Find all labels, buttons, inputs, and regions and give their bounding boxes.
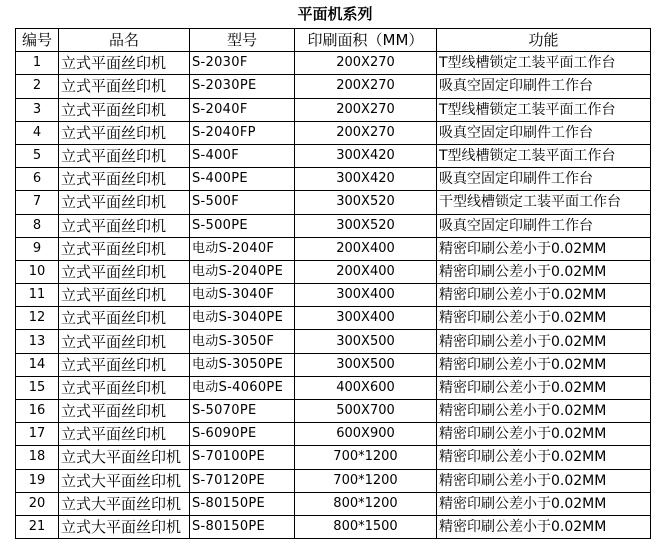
print-area-cell: 800*1200 bbox=[295, 492, 437, 515]
table-row bbox=[16, 98, 651, 121]
print-area-cell: 300X420 bbox=[295, 168, 437, 191]
function-cell: T型线槽锁定工装平面工作台 bbox=[437, 144, 651, 167]
function-cell: 精密印刷公差小于0.02MM bbox=[437, 446, 651, 469]
table-row bbox=[16, 446, 651, 469]
print-area-cell: 200X400 bbox=[295, 260, 437, 283]
table-row bbox=[16, 121, 651, 144]
function-cell: 精密印刷公差小于0.02MM bbox=[437, 469, 651, 492]
row-number-cell: 9 bbox=[16, 237, 59, 260]
function-cell: 精密印刷公差小于0.02MM bbox=[437, 307, 651, 330]
table-row bbox=[16, 237, 651, 260]
product-name-cell: 立式平面丝印机 bbox=[59, 52, 190, 75]
row-number-cell: 7 bbox=[16, 191, 59, 214]
print-area-cell: 400X600 bbox=[295, 376, 437, 399]
table-row bbox=[16, 353, 651, 376]
print-area-cell: 700*1200 bbox=[295, 469, 437, 492]
header-print-area: 印刷面积（MM） bbox=[295, 29, 437, 52]
model-cell: S-80150PE bbox=[190, 515, 295, 538]
function-cell: 精密印刷公差小于0.02MM bbox=[437, 284, 651, 307]
header-number: 编号 bbox=[16, 29, 59, 52]
print-area-cell: 700*1200 bbox=[295, 446, 437, 469]
product-name-cell: 立式平面丝印机 bbox=[59, 260, 190, 283]
product-name-cell: 立式平面丝印机 bbox=[59, 214, 190, 237]
table-row bbox=[16, 469, 651, 492]
model-cell: S-2030F bbox=[190, 52, 295, 75]
product-name-cell: 立式平面丝印机 bbox=[59, 144, 190, 167]
row-number-cell: 2 bbox=[16, 75, 59, 98]
model-cell: S-2030PE bbox=[190, 75, 295, 98]
function-cell: T型线槽锁定工装平面工作台 bbox=[437, 98, 651, 121]
function-cell: 精密印刷公差小于0.02MM bbox=[437, 423, 651, 446]
header-model: 型号 bbox=[190, 29, 295, 52]
product-name-cell: 立式平面丝印机 bbox=[59, 75, 190, 98]
table-row bbox=[16, 423, 651, 446]
print-area-cell: 300X400 bbox=[295, 307, 437, 330]
function-cell: 吸真空固定印刷件工作台 bbox=[437, 75, 651, 98]
row-number-cell: 4 bbox=[16, 121, 59, 144]
product-name-cell: 立式平面丝印机 bbox=[59, 330, 190, 353]
function-cell: 干型线槽锁定工装平面工作台 bbox=[437, 191, 651, 214]
product-name-cell: 立式平面丝印机 bbox=[59, 191, 190, 214]
table-row bbox=[16, 191, 651, 214]
function-cell: 精密印刷公差小于0.02MM bbox=[437, 330, 651, 353]
product-name-cell: 立式大平面丝印机 bbox=[59, 515, 190, 538]
table-row bbox=[16, 52, 651, 75]
model-cell: 电动S-3040PE bbox=[190, 307, 295, 330]
model-cell: S-2040FP bbox=[190, 121, 295, 144]
model-cell: S-6090PE bbox=[190, 423, 295, 446]
product-name-cell: 立式平面丝印机 bbox=[59, 400, 190, 423]
product-name-cell: 立式平面丝印机 bbox=[59, 423, 190, 446]
product-name-cell: 立式大平面丝印机 bbox=[59, 446, 190, 469]
function-cell: 吸真空固定印刷件工作台 bbox=[437, 121, 651, 144]
table-row bbox=[16, 307, 651, 330]
table-title: 平面机系列 bbox=[297, 5, 373, 23]
print-area-cell: 300X500 bbox=[295, 330, 437, 353]
print-area-cell: 300X520 bbox=[295, 191, 437, 214]
model-cell: S-400F bbox=[190, 144, 295, 167]
table-row bbox=[16, 214, 651, 237]
table-body bbox=[16, 52, 651, 539]
product-name-cell: 立式大平面丝印机 bbox=[59, 469, 190, 492]
row-number-cell: 11 bbox=[16, 284, 59, 307]
row-number-cell: 6 bbox=[16, 168, 59, 191]
model-cell: S-5070PE bbox=[190, 400, 295, 423]
row-number-cell: 15 bbox=[16, 376, 59, 399]
print-area-cell: 200X270 bbox=[295, 75, 437, 98]
table-row bbox=[16, 400, 651, 423]
table-row bbox=[16, 492, 651, 515]
print-area-cell: 300X500 bbox=[295, 353, 437, 376]
print-area-cell: 200X400 bbox=[295, 237, 437, 260]
table-row bbox=[16, 75, 651, 98]
row-number-cell: 21 bbox=[16, 515, 59, 538]
product-name-cell: 立式平面丝印机 bbox=[59, 237, 190, 260]
product-name-cell: 立式平面丝印机 bbox=[59, 353, 190, 376]
print-area-cell: 300X400 bbox=[295, 284, 437, 307]
function-cell: 精密印刷公差小于0.02MM bbox=[437, 376, 651, 399]
row-number-cell: 3 bbox=[16, 98, 59, 121]
row-number-cell: 19 bbox=[16, 469, 59, 492]
function-cell: T型线槽锁定工装平面工作台 bbox=[437, 52, 651, 75]
row-number-cell: 20 bbox=[16, 492, 59, 515]
print-area-cell: 600X900 bbox=[295, 423, 437, 446]
row-number-cell: 18 bbox=[16, 446, 59, 469]
table-row bbox=[16, 144, 651, 167]
model-cell: 电动S-3050F bbox=[190, 330, 295, 353]
function-cell: 精密印刷公差小于0.02MM bbox=[437, 492, 651, 515]
row-number-cell: 8 bbox=[16, 214, 59, 237]
model-cell: S-80150PE bbox=[190, 492, 295, 515]
model-cell: S-2040F bbox=[190, 98, 295, 121]
function-cell: 精密印刷公差小于0.02MM bbox=[437, 260, 651, 283]
product-name-cell: 立式平面丝印机 bbox=[59, 98, 190, 121]
header-function: 功能 bbox=[437, 29, 651, 52]
print-area-cell: 300X520 bbox=[295, 214, 437, 237]
function-cell: 吸真空固定印刷件工作台 bbox=[437, 214, 651, 237]
model-cell: S-70100PE bbox=[190, 446, 295, 469]
row-number-cell: 14 bbox=[16, 353, 59, 376]
print-area-cell: 200X270 bbox=[295, 98, 437, 121]
model-cell: 电动S-2040F bbox=[190, 237, 295, 260]
product-name-cell: 立式大平面丝印机 bbox=[59, 492, 190, 515]
table-row bbox=[16, 330, 651, 353]
product-name-cell: 立式平面丝印机 bbox=[59, 121, 190, 144]
model-cell: 电动S-4060PE bbox=[190, 376, 295, 399]
product-name-cell: 立式平面丝印机 bbox=[59, 307, 190, 330]
print-area-cell: 500X700 bbox=[295, 400, 437, 423]
row-number-cell: 5 bbox=[16, 144, 59, 167]
function-cell: 吸真空固定印刷件工作台 bbox=[437, 168, 651, 191]
function-cell: 精密印刷公差小于0.02MM bbox=[437, 237, 651, 260]
function-cell: 精密印刷公差小于0.02MM bbox=[437, 353, 651, 376]
table-row bbox=[16, 284, 651, 307]
model-cell: S-70120PE bbox=[190, 469, 295, 492]
row-number-cell: 1 bbox=[16, 52, 59, 75]
table-row bbox=[16, 168, 651, 191]
header-row bbox=[16, 29, 651, 52]
model-cell: 电动S-2040PE bbox=[190, 260, 295, 283]
product-name-cell: 立式平面丝印机 bbox=[59, 168, 190, 191]
model-cell: S-500PE bbox=[190, 214, 295, 237]
row-number-cell: 12 bbox=[16, 307, 59, 330]
model-cell: S-500F bbox=[190, 191, 295, 214]
table-row bbox=[16, 515, 651, 538]
product-table bbox=[15, 28, 651, 539]
print-area-cell: 200X270 bbox=[295, 121, 437, 144]
print-area-cell: 200X270 bbox=[295, 52, 437, 75]
table-row bbox=[16, 260, 651, 283]
row-number-cell: 10 bbox=[16, 260, 59, 283]
function-cell: 精密印刷公差小于0.02MM bbox=[437, 515, 651, 538]
model-cell: 电动S-3040F bbox=[190, 284, 295, 307]
table-row bbox=[16, 376, 651, 399]
product-name-cell: 立式平面丝印机 bbox=[59, 284, 190, 307]
row-number-cell: 17 bbox=[16, 423, 59, 446]
function-cell: 精密印刷公差小于0.02MM bbox=[437, 400, 651, 423]
print-area-cell: 800*1500 bbox=[295, 515, 437, 538]
header-product-name: 品名 bbox=[59, 29, 190, 52]
model-cell: 电动S-3050PE bbox=[190, 353, 295, 376]
row-number-cell: 13 bbox=[16, 330, 59, 353]
row-number-cell: 16 bbox=[16, 400, 59, 423]
product-name-cell: 立式平面丝印机 bbox=[59, 376, 190, 399]
print-area-cell: 300X420 bbox=[295, 144, 437, 167]
model-cell: S-400PE bbox=[190, 168, 295, 191]
